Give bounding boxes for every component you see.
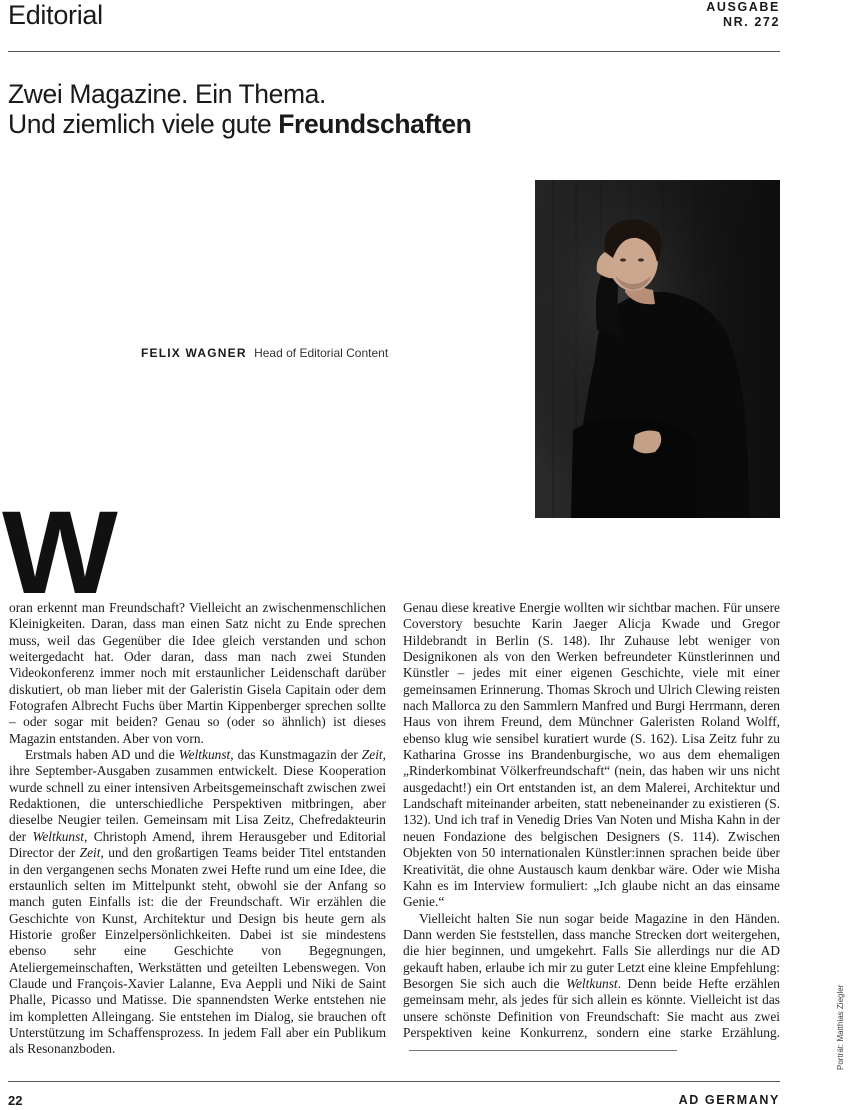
author-byline: [141, 346, 388, 360]
publication-name: Weltkunst: [178, 747, 231, 763]
magazine-name: AD GERMANY: [678, 1093, 780, 1107]
body-column-left: [9, 600, 386, 1058]
author-portrait-photo: [535, 180, 780, 518]
publication-name: Weltkunst: [32, 828, 85, 844]
issue-info: [706, 0, 780, 30]
issue-label: AUSGABE: [706, 0, 780, 14]
publication-name: Zeit: [79, 845, 101, 861]
headline: [8, 79, 471, 139]
author-name: FELIX WAGNER: [141, 346, 247, 360]
publication-name: Zeit: [361, 747, 383, 763]
issue-number: NR. 272: [722, 15, 780, 29]
body-paragraph: Vielleicht halten Sie nun sogar beide Magazine in den Händen. Dann werden Sie feststellen, dass manche Strecken dort weitergehen, die hier beginnen, und umgekehrt. Falls Sie allerdings nur die AD gekauft haben, erlaube ich mir zu guter Letzt eine kleine Empfehlung: Besorgen Sie sich auch die Weltkunst. Denn beide Hefte erzählen gemeinsam mehr, als jedes für sich allein es könnte. Vielleicht ist das unsere schönste Definition von Freundschaft: Sie macht aus zwei Perspektiven keine Konkurrenz, sondern eine starke Erzählung.: [403, 911, 780, 1058]
headline-line1: Zwei Magazine. Ein Thema.: [8, 79, 326, 109]
author-role: Head of Editorial Content: [254, 346, 389, 360]
body-paragraph: Erstmals haben AD und die Weltkunst, das Kunstmagazin der Zeit, ihre September-Ausgaben zusammen entwickelt. Diese Kooperation wurde schnell zu einer intensiven Arbeitsgemeinschaft zwischen zwei Redaktionen, die unterschiedliche Perspektiven mitbringen, aber dieselbe Neugier teilen. Gemeinsam mit Lisa Zeitz, Chefredakteurin der Weltkunst, Christoph Amend, ihrem Herausgeber und Editorial Director der Zeit, und den großartigen Teams beider Titel entstanden in den vergangenen sechs Monaten zwei Hefte rund um eine Idee, die erstaunlich selten im Mittelpunkt steht, obwohl sie der Anfang so manch guten Einfalls ist: die der Freundschaft. Wir erzählen die Geschichte von Kunst, Architektur und Design bis heute gern als Historie großer Einzelpersönlichkeiten. Dabei ist sie mindestens ebenso sehr eine Geschichte von Begegnungen, Ateliergemeinschaften, Werkstätten und geteilten Lebenswegen. Von Claude und François-Xavier Lalanne, Eva Aeppli und Niki de Saint Phalle, Picasso und Matisse. Die spannendsten Werke entstehen nie im kompletten Alleingang. Sie entstehen im Dialog, sie brauchen oft Unterstützung im Schaffensprozess. In jedem Fall aber ein Publikum als Resonanzboden.: [9, 747, 387, 1057]
header-divider: [8, 51, 780, 52]
photo-credit: Porträt: Matthias Ziegler: [836, 984, 845, 1070]
drop-cap: W: [2, 487, 114, 619]
page-number: 22: [8, 1093, 23, 1108]
headline-line2: Und ziemlich viele gute: [8, 109, 272, 139]
section-title: Editorial: [8, 0, 103, 30]
body-paragraph: Genau diese kreative Energie wollten wir sichtbar machen. Für unsere Coverstory besuchte Karin Jaeger Alicja Kwade und Gregor Hildebrandt in Berlin (S. 148). Ihr Zuhause lebt weniger von Designikonen als von den Werken befreundeter Künstlerinnen und Künstler – jedes mit einer eigenen Geschichte, viele mit einer gemeinsamen Erinnerung. Thomas Skroch und Ulrich Clewing reisten nach Mallorca zu den Sammlern Manfred und Burgi Herrmann, deren Haus von ihrem Freund, dem Münchner Galeristen Roland Wolff, ebenso klug wie sensibel kuratiert wurde (S. 162). Lisa Zeitz fuhr zu Katharina Grosse ins Brandenburgische, wo aus dem ehemaligen „Rinderkombinat Völkerfreundschaft“ (nein, das haben wir uns nicht ausgedacht!) ein Ort entstanden ist, an dem Malerei, Architektur und Landschaft miteinander arbeiten, statt nebeneinander zu existieren (S. 132). Und ich traf in Venedig Dries Van Noten und Misha Kahn in der neuen Fondazione des belgischen Designers (S. 114). Zwischen Objekten von 50 internationalen Künstler:innen sprachen beide über Kreativität, die ohne Austausch kaum denkbar wäre. Oder wie Misha Kahn es im Interview formuliert: „Ich glaube nicht an das einsame Genie.“: [403, 600, 780, 910]
headline-emphasis: Freundschaften: [278, 109, 472, 139]
publication-name: Weltkunst: [566, 975, 618, 991]
footer-divider: [8, 1081, 780, 1082]
body-column-right: [403, 600, 780, 1058]
body-paragraph: oran erkennt man Freundschaft? Vielleicht an zwischenmenschlichen Kleinigkeiten. Daran, dass man einen Satz nicht zu Ende sprechen muss, weil das Gegenüber die Idee gleich verstanden und schon weitergedacht hat. Oder daran, dass man nach zwei Stunden Videokonferenz immer noch mit erstaunlicher Leidenschaft darüber diskutiert, ob man lieber mit der Galeristin Gisela Capitain oder dem Fotografen Albrecht Fuchs über Martin Kippenberger sprechen sollte – oder sogar mit beiden? Genau so (oder so ähnlich) ist dieses Magazin entstanden. Aber von vorn.: [9, 600, 386, 746]
end-mark-rule: [409, 1050, 677, 1051]
